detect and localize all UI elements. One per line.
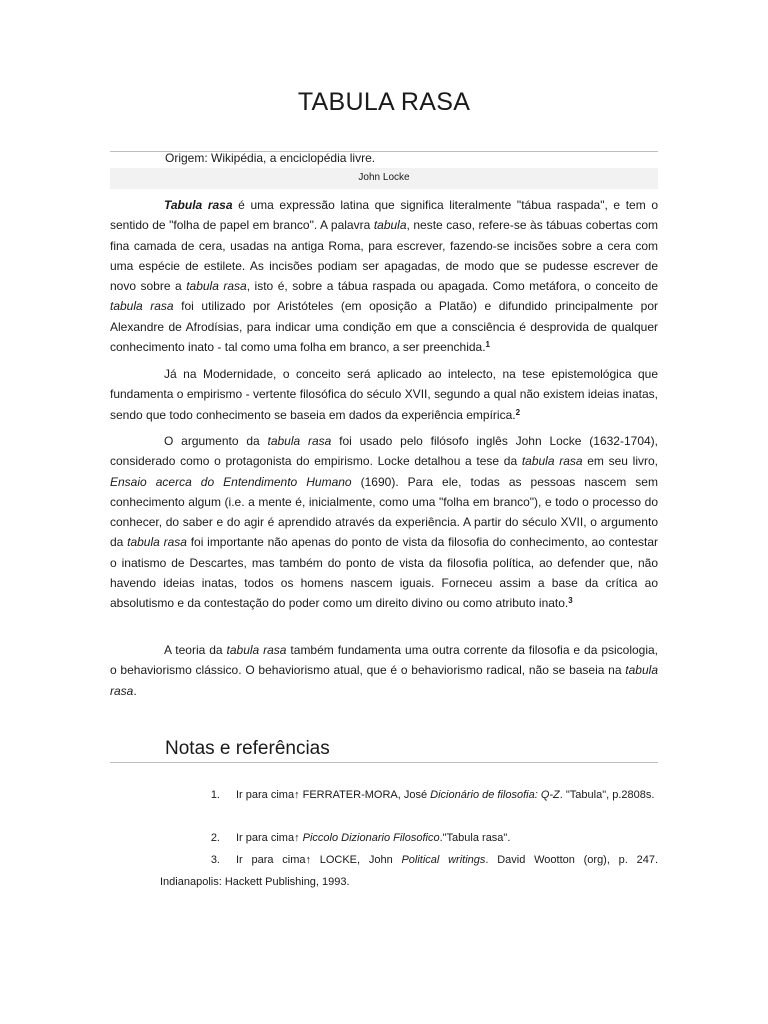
emphasized-text: tabula rasa bbox=[127, 535, 187, 550]
image-caption: John Locke bbox=[358, 172, 410, 183]
emphasized-text: tabula bbox=[373, 218, 407, 233]
emphasized-text: tabula rasa bbox=[267, 434, 332, 448]
text-run: A teoria da bbox=[164, 643, 227, 657]
reference-item bbox=[160, 827, 658, 849]
text-run: (1690). Para ele, todas as pessoas nascem sem conhecimento algum (i.e. a mente é, inicialmente, como uma "folha em branco"), e todo o processo do conhecer, do saber e do agir é aprendido através da experiência. A partir do século XVII, o argumento da bbox=[110, 474, 658, 550]
text-run: ."Tabula rasa". bbox=[439, 832, 511, 844]
emphasized-text: tabula rasa bbox=[521, 454, 583, 469]
text-run: Ir para cima↑ FERRATER-MORA, José bbox=[236, 789, 431, 801]
text-run: também fundamenta uma outra corrente da filosofia e da psicologia, o behaviorismo clássico. O behaviorismo atual, que é o behaviorismo radical, não se baseia na bbox=[110, 643, 659, 678]
text-run: . "Tabula", p.2808s. bbox=[559, 789, 655, 801]
body-paragraph bbox=[110, 364, 658, 425]
footnote-marker[interactable]: 2 bbox=[515, 407, 521, 417]
body-paragraph bbox=[110, 431, 658, 614]
text-run: foi utilizado por Aristóteles (em oposição a Platão) e difundido principalmente por Alexandre de Afrodísias, para indicar uma condição em que a consciência é desprovida de qualquer conhecimento inato - tal como uma folha em branco, a ser preenchida. bbox=[110, 299, 658, 355]
text-run: O argumento da bbox=[164, 434, 268, 448]
text-run: foi usado pelo filósofo inglês John Locke (1632-1704), considerado como o protagonista do empirismo. Locke detalhou a tese da bbox=[110, 434, 659, 469]
footnote-marker[interactable]: 1 bbox=[485, 340, 490, 350]
source-origin-text: Origem: Wikipédia, a enciclopédia livre. bbox=[165, 151, 376, 165]
reference-number: 1. bbox=[210, 789, 220, 801]
emphasized-text: tabula rasa bbox=[110, 299, 174, 314]
text-run: em seu livro, bbox=[582, 454, 658, 469]
emphasized-text: tabula rasa bbox=[186, 279, 247, 294]
notes-divider bbox=[110, 762, 658, 763]
reference-number: 2. bbox=[210, 832, 220, 844]
text-run: . bbox=[133, 683, 137, 698]
footnote-marker[interactable]: 3 bbox=[568, 596, 573, 606]
emphasized-text: Ensaio acerca do Entendimento Humano bbox=[110, 474, 352, 489]
body-paragraph bbox=[110, 640, 658, 701]
notes-heading: Notas e referências bbox=[165, 738, 330, 759]
emphasized-text: Piccolo Dizionario Filosofico bbox=[302, 832, 440, 844]
body-paragraph bbox=[110, 195, 658, 357]
text-run: Ir para cima↑ LOCKE, John bbox=[236, 854, 402, 866]
emphasized-text: tabula rasa bbox=[110, 663, 658, 698]
text-run: . David Wootton (org), p. 247. Indianapolis: Hackett Publishing, 1993. bbox=[160, 854, 658, 888]
text-run: , isto é, sobre a tábua raspada ou apagada. Como metáfora, o conceito de bbox=[246, 279, 658, 294]
text-run: Ir para cima↑ bbox=[236, 832, 303, 844]
reference-number: 3. bbox=[210, 854, 220, 866]
reference-item bbox=[160, 849, 658, 893]
emphasized-text: Political writings bbox=[401, 854, 486, 866]
text-run: é uma expressão latina que significa literalmente "tábua raspada", e tem o sentido de "folha de papel em branco". A palavra bbox=[110, 198, 658, 233]
emphasized-text: tabula rasa bbox=[226, 643, 287, 657]
text-run: foi importante não apenas do ponto de vista da filosofia do conhecimento, ao contestar o inatismo de Descartes, mas também do ponto de vista da filosofia política, ao defender que, não havendo ideias inatas, todos os homens nascem iguais. Forneceu assim a base da crítica ao absolutismo e da contestação do poder como um direito divino ou como atributo inato. bbox=[110, 535, 658, 611]
emphasized-text: Tabula rasa bbox=[164, 198, 233, 212]
text-run: Já na Modernidade, o conceito será aplicado ao intelecto, na tese epistemológica que fundamenta o empirismo - vertente filosófica do século XVII, segundo a qual não existem ideias inatas, sendo que todo conhecimento se baseia em dados da experiência empírica. bbox=[110, 367, 658, 422]
text-run: , neste caso, refere-se às tábuas cobertas com fina camada de cera, usadas na antiga Roma, para escrever, fazendo-se incisões sobre a cera com uma espécie de estilete. As incisões podiam ser apagadas, de modo que se pudesse escrever de novo sobre a bbox=[110, 218, 659, 294]
emphasized-text: Dicionário de filosofia: Q-Z bbox=[430, 789, 560, 801]
document-title: TABULA RASA bbox=[297, 88, 471, 116]
reference-item bbox=[160, 784, 658, 806]
